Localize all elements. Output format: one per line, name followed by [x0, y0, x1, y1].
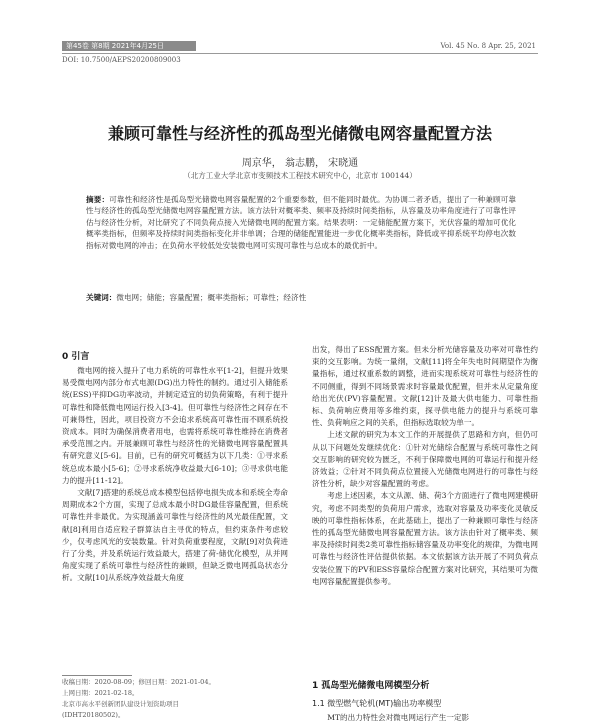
footnote-online: 上网日期：2021-02-18。 — [62, 689, 139, 697]
paragraph: 出发，得出了ESS配置方案。但未分析光储容量及功率对可靠性约束的交互影响。为统一量纲，文献[11]将全年失电时间期望作为衡量指标，通过权重系数的调整，进而实现系统对可靠性与经济性的不同侧重，得到不同场景需求时容量最优配置，但并未从定量角度给出光伏(PV)容量配置。文献[12]计及最大供电能力、可靠性指标、负荷响应费用等多维约束，探寻供电能力的提升与系统可靠性、负荷响应之间的关系，但指标选取较为单一。 — [312, 345, 538, 428]
abstract-text: 可靠性和经济性是孤岛型光储微电网容量配置的2个重要参数，但不能同时最优。为协调二者矛盾，提出了一种兼顾可靠性与经济性的孤岛型光储微电网容量配置方法。该方法针对概率类、频率及持续时间类指标，从容量及功率角度进行了可靠性评估与经济性分析，对比研究了不同负荷点接入光储微电网的配置方案。结果表明：一定储能配置方案下，光伏容量的增加可优化概率类指标，但频率及持续时间类指标变化并非单调；合理的储能配置能进一步优化概率类指标，降低或平抑系统平均停电次数指标对微电网的冲击；在负荷水平较低处安装微电网可实现可靠性与总成本的最优折中。 — [86, 195, 517, 250]
abstract-label: 摘要： — [86, 195, 110, 204]
abstract — [86, 194, 516, 251]
right-column-tail — [312, 712, 538, 724]
section-heading-intro: 0 引言 — [62, 352, 90, 362]
journal-issue-info-en: Vol. 45 No. 8 Apr. 25, 2021 — [440, 42, 536, 50]
section-heading-model: 1 孤岛型光储微电网模型分析 — [312, 681, 430, 691]
paragraph: 上述文献的研究为本文工作的开展提供了思路和方向，但仍可从以下问题处发继续优化：①针对光储综合配置与系统可靠性之间交互影响的研究较为匮乏，不利于保障微电网的可靠运行和提升经济效益；②针对不同负荷点位置接入光储微电网进行的可靠性与经济性分析，缺少对容量配置的考虑。 — [312, 430, 538, 489]
paragraph: 文献[7]搭建的系统总成本模型包括停电损失成本和系统全寿命周期成本2个方面，实现了总成本最小时DG最佳容量配置，但系统可靠性并非最优。为实现涵盖可靠性与经济性的风光最佳配置，文献[8]利用自适应粒子群算法自主寻优的特点，但约束条件考虑较少，仅考虑风光的安装数量。针对负荷重要程度，文献[9]对负荷进行了分类，并及系统运行效益最大，搭建了荷-储优化模型，从并网角度实现了系统可靠性与经济性的兼顾，但缺乏微电网孤岛状态分析。文献[10]从系统净效益最大角度 — [62, 488, 288, 583]
header-rule — [62, 53, 538, 54]
footnote-received: 收稿日期：2020-08-09；修回日期：2021-01-04。 — [62, 678, 215, 686]
right-column — [312, 344, 538, 588]
paragraph: 微电网的接入提升了电力系统的可靠性水平[1-2]，但提升效果易受微电网内部分布式电源(DG)出力特性的制约。通过引入储能系统(ESS)平抑DG功率波动，并制定适宜的切负荷策略，有利于提升可靠性和降低微电网运行投入[3-4]。但可靠性与经济性之间存在不可兼得性，因此，项目投资方不会追求系统高可靠性而不顾系统投资成本。同时为确保消费者用电，也需将系统可靠性维持在消费者承受范围之内。开展兼顾可靠性与经济性的光储微电网容量配置具有研究意义[5-6]。目前，已有的研究可概括为以下几类：①寻求系统总成本最小[5-6]；②寻求系统净收益最大[6-10]；③寻求供电能力的提升[11-12]。 — [62, 366, 288, 485]
paragraph: 考虑上述因素，本文从源、储、荷3个方面进行了微电网建模研究，考虑不同类型的负荷用户需求，选取对容量及功率变化灵敏反映的可靠性指标体系，在此基础上，提出了一种兼顾可靠性与经济性的孤岛型光储微电网容量配置方法。该方法由针对了概率类、频率及持续时间类2类可靠性指标储容量及功率变化的规律，为微电网可靠性与经济性评估提供依据。本文依据该方法开展了不同负荷点安装位置下的PV和ESS容量综合配置方案对比研究，其结果可为微电网容量配置提供参考。 — [312, 491, 538, 586]
journal-issue-info: 第45卷 第8期 2021年4月25日 — [66, 42, 164, 50]
affiliation: （北方工业大学北京市变频技术工程技术研究中心，北京市 100144） — [183, 171, 417, 180]
paragraph: MT的出力特性会对微电网运行产生一定影 — [327, 713, 470, 722]
footnote-rule — [62, 675, 132, 676]
subsection-heading: 1.1 微型燃气轮机(MT)输出功率模型 — [312, 699, 442, 708]
keywords — [86, 292, 516, 303]
footnote-funding-cont: (IDHT20180502)。 — [62, 711, 125, 719]
paper-title: 兼顾可靠性与经济性的孤岛型光储微电网容量配置方法 — [107, 124, 492, 143]
footnote-funding: 北京市高水平创新团队建设计划资助项目 — [62, 700, 179, 708]
keywords-text: 微电网；储能；容量配置；概率类指标；可靠性；经济性 — [116, 293, 307, 302]
left-column — [62, 365, 288, 585]
author-list: 周京华， 翁志鹏， 宋晓通 — [241, 158, 359, 169]
keywords-label: 关键词： — [86, 293, 117, 302]
doi-link[interactable]: DOI: 10.7500/AEPS20200809003 — [62, 56, 181, 64]
